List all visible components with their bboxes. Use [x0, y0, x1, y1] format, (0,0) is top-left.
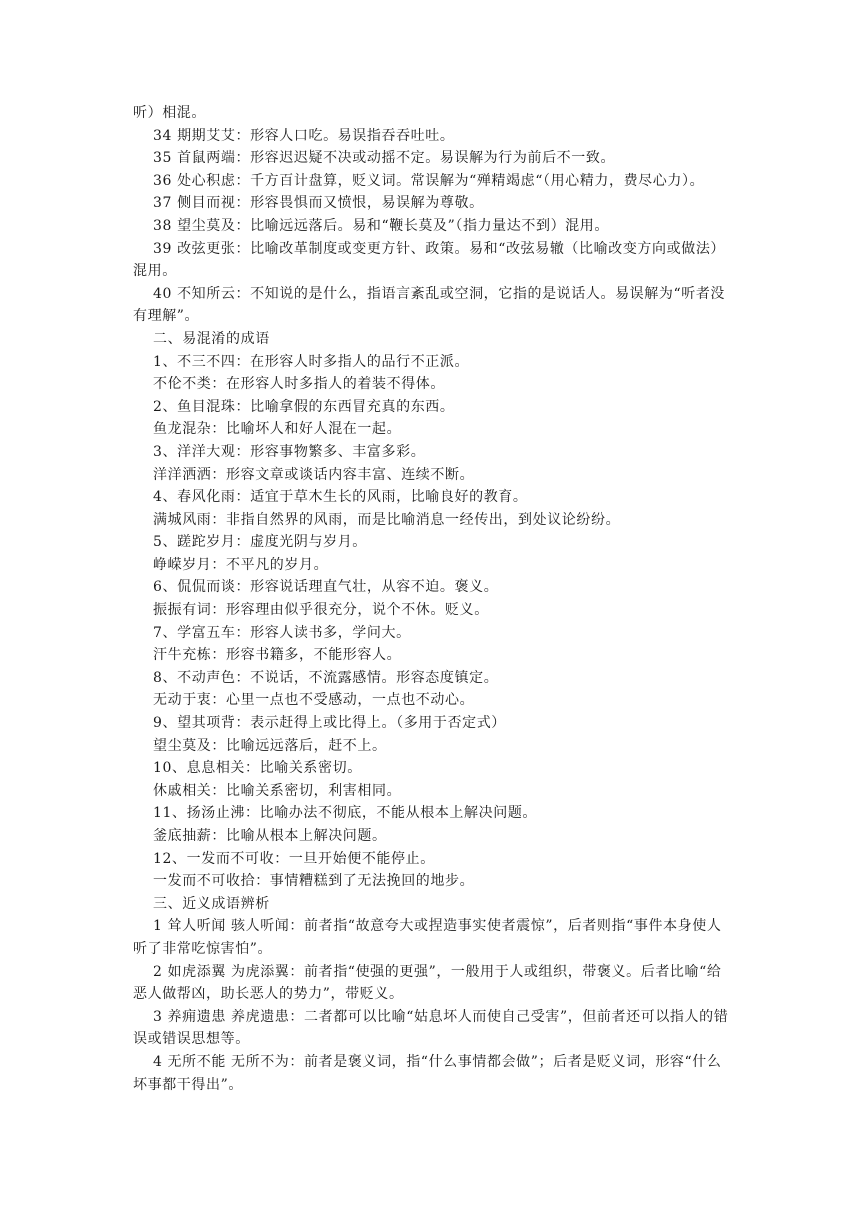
document-body [133, 102, 733, 1096]
text-line: 4 无所不能 无所不为：前者是褒义词，指“什么事情都会做”；后者是贬义词，形容“什么坏事都干得出”。 [133, 1053, 722, 1093]
text-line: 8、不动声色：不说话，不流露感情。形容态度镇定。 [153, 669, 499, 686]
text-line: 10、息息相关：比喻关系密切。 [153, 760, 362, 777]
text-line: 休戚相关：比喻关系密切，利害相同。 [153, 782, 402, 799]
text-line: 11、扬汤止沸：比喻办法不彻底，不能从根本上解决问题。 [153, 805, 538, 822]
section-heading: 三、近义成语辨析 [153, 895, 270, 912]
text-line: 不伦不类：在形容人时多指人的着装不得体。 [153, 376, 445, 393]
text-line: 3 养痈遗患 养虎遗患：二者都可以比喻“姑息坏人而使自己受害”，但前者还可以指人的错误或错误思想等。 [133, 1008, 729, 1048]
section-heading: 二、易混淆的成语 [153, 330, 270, 347]
text-line: 满城风雨：非指自然界的风雨，而是比喻消息一经传出，到处议论纷纷。 [153, 511, 621, 528]
text-line: 无动于衷：心里一点也不受感动，一点也不动心。 [153, 692, 475, 709]
text-line: 鱼龙混杂：比喻坏人和好人混在一起。 [153, 421, 402, 438]
text-line: 36 处心积虑：千方百计盘算，贬义词。常误解为“殚精竭虑“（用心精力，费尽心力）。 [153, 172, 705, 189]
text-line: 2、鱼目混珠：比喻拿假的东西冒充真的东西。 [153, 398, 455, 415]
text-line: 40 不知所云：不知说的是什么，指语言紊乱或空洞，它指的是说话人。易误解为“听者没有理解”。 [133, 285, 726, 325]
text-line: 7、学富五车：形容人读书多，学问大。 [153, 624, 411, 641]
text-line: 35 首鼠两端：形容迟迟疑不决或动摇不定。易误解为行为前后不一致。 [153, 150, 616, 167]
text-line: 39 改弦更张：比喻改革制度或变更方针、政策。易和“改弦易辙（比喻改变方向或做法）混用。 [133, 240, 726, 280]
text-line: 5、蹉跎岁月：虚度光阴与岁月。 [153, 534, 367, 551]
text-line: 汗牛充栋：形容书籍多，不能形容人。 [153, 647, 402, 664]
text-line: 釜底抽薪：比喻从根本上解决问题。 [153, 828, 387, 844]
text-line: 34 期期艾艾：形容人口吃。易误指吞吞吐吐。 [153, 127, 455, 144]
text-line: 1 耸人听闻 骇人听闻：前者指“故意夸大或捏造事实使者震惊”，后者则指“事件本身使人听了非常吃惊害怕”。 [133, 918, 722, 957]
text-line: 望尘莫及：比喻远远落后，赶不上。 [153, 737, 387, 754]
text-line: 峥嵘岁月：不平凡的岁月。 [153, 556, 329, 573]
text-line: 一发而不可收拾：事情糟糕到了无法挽回的地步。 [153, 873, 475, 890]
text-line: 洋洋洒洒：形容文章或谈话内容丰富、连续不断。 [153, 466, 475, 483]
text-line: 1、不三不四：在形容人时多指人的品行不正派。 [153, 353, 470, 370]
text-line: 6、侃侃而谈：形容说话理直气壮，从容不迫。褒义。 [153, 579, 499, 596]
text-line: 听）相混。 [133, 105, 206, 121]
text-line: 2 如虎添翼 为虎添翼：前者指“使强的更强”，一般用于人或组织，带褒义。后者比喻“给恶人做帮凶，助长恶人的势力”，带贬义。 [133, 963, 722, 1003]
text-line: 9、望其项背：表示赶得上或比得上。（多用于否定式） [153, 715, 506, 732]
text-line: 38 望尘莫及：比喻远远落后。易和“鞭长莫及”（指力量达不到）混用。 [153, 217, 609, 234]
text-line: 4、春风化雨：适宜于草木生长的风雨，比喻良好的教育。 [153, 489, 528, 506]
text-line: 12、一发而不可收：一旦开始便不能停止。 [153, 850, 435, 867]
text-line: 37 侧目而视：形容畏惧而又愤恨，易误解为尊敬。 [153, 195, 484, 212]
text-line: 振振有词：形容理由似乎很充分，说个不休。贬义。 [153, 602, 489, 619]
text-line: 3、洋洋大观：形容事物繁多、丰富多彩。 [153, 443, 426, 460]
